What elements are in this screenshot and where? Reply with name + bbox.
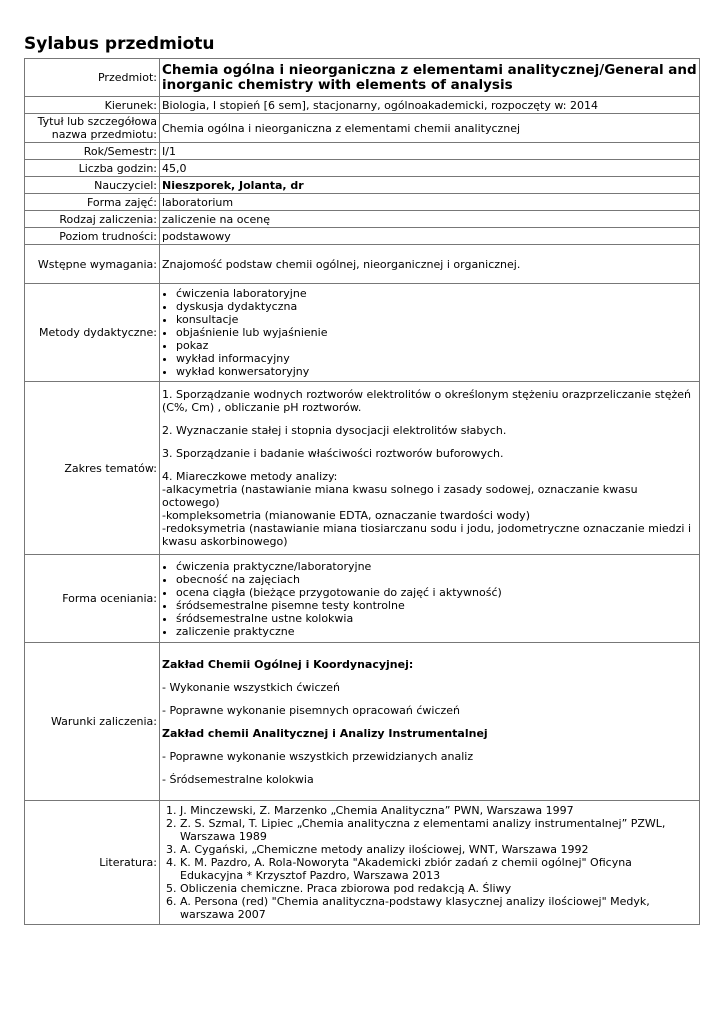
row-warunki <box>25 643 700 801</box>
row-nauczyciel <box>25 177 700 194</box>
value-tytul: Chemia ogólna i nieorganiczna z elementami chemii analitycznej <box>160 114 700 143</box>
row-literatura <box>25 801 700 925</box>
list-item: • ocena ciągła (bieżące przygotowanie do zajęć i aktywność) <box>176 586 697 599</box>
list-item: • zaliczenie praktyczne <box>176 625 697 638</box>
list-item: 1. J. Minczewski, Z. Marzenko „Chemia Analityczna” PWN, Warszawa 1997 <box>180 804 697 817</box>
list-item: • wykład konwersatoryjny <box>176 365 697 378</box>
label-poziom: Poziom trudności: <box>25 228 160 245</box>
value-wymagania: Znajomość podstaw chemii ogólnej, nieorganicznej i organicznej. <box>160 245 700 284</box>
label-rok: Rok/Semestr: <box>25 143 160 160</box>
topic-4-line: -kompleksometria (mianowanie EDTA, oznaczanie twardości wody) <box>162 509 530 522</box>
list-item: 3. A. Cygański, „Chemiczne metody analizy ilościowej, WNT, Warszawa 1992 <box>180 843 697 856</box>
topic-2: 2. Wyznaczanie stałej i stopnia dysocjacji elektrolitów słabych. <box>162 424 507 437</box>
dept-heading-1: Zakład Chemii Ogólnej i Koordynacyjnej: <box>162 657 414 671</box>
value-godziny: 45,0 <box>160 160 700 177</box>
topic-3: 3. Sporządzanie i badanie właściwości roztworów buforowych. <box>162 447 504 460</box>
row-rodzaj <box>25 211 700 228</box>
value-nauczyciel: Nieszporek, Jolanta, dr <box>160 177 700 194</box>
label-literatura: Literatura: <box>25 801 160 925</box>
value-ocenianie <box>160 555 700 643</box>
condition-item: - Poprawne wykonanie pisemnych opracowań ćwiczeń <box>162 703 461 717</box>
label-ocenianie: Forma oceniania: <box>25 555 160 643</box>
value-rok: I/1 <box>160 143 700 160</box>
condition-item: - Wykonanie wszystkich ćwiczeń <box>162 680 341 694</box>
row-godziny <box>25 160 700 177</box>
list-item: • dyskusja dydaktyczna <box>176 300 697 313</box>
value-rodzaj: zaliczenie na ocenę <box>160 211 700 228</box>
list-item: • obecność na zajęciach <box>176 573 697 586</box>
value-metody <box>160 284 700 382</box>
label-przedmiot: Przedmiot: <box>25 59 160 97</box>
list-item: • wykład informacyjny <box>176 352 697 365</box>
row-wymagania <box>25 245 700 284</box>
row-ocenianie <box>25 555 700 643</box>
label-tytul: Tytuł lub szczegółowa nazwa przedmiotu: <box>25 114 160 143</box>
literature-list <box>162 804 697 921</box>
label-zakres: Zakres tematów: <box>25 382 160 555</box>
value-literatura <box>160 801 700 925</box>
syllabus-table <box>24 58 700 925</box>
list-item: 6. A. Persona (red) "Chemia analityczna-podstawy klasycznej analizy ilościowej" Medyk, warszawa 2007 <box>180 895 697 921</box>
row-forma-zajec <box>25 194 700 211</box>
subject-title: Chemia ogólna i nieorganiczna z elementami analitycznej/General and inorganic chemistry with elements of analysis <box>162 61 697 93</box>
label-kierunek: Kierunek: <box>25 97 160 114</box>
topic-4-line: -redoksymetria (nastawianie miana tiosiarczanu sodu i jodu, jodometryczne oznaczanie miedzi i kwasu askorbinowego) <box>162 522 692 548</box>
subject-name <box>160 59 700 97</box>
value-kierunek: Biologia, I stopień [6 sem], stacjonarny, ogólnoakademicki, rozpoczęty w: 2014 <box>160 97 700 114</box>
topic-4-line: -alkacymetria (nastawianie miana kwasu solnego i zasady sodowej, oznaczanie kwasu octowego) <box>162 483 638 509</box>
condition-item: - Poprawne wykonanie wszystkich przewidzianych analiz <box>162 749 474 763</box>
label-godziny: Liczba godzin: <box>25 160 160 177</box>
label-warunki: Warunki zaliczenia: <box>25 643 160 801</box>
methods-list <box>162 287 697 378</box>
row-rok <box>25 143 700 160</box>
row-zakres <box>25 382 700 555</box>
label-rodzaj: Rodzaj zaliczenia: <box>25 211 160 228</box>
value-zakres <box>160 382 700 555</box>
list-item: • śródsemestralne pisemne testy kontrolne <box>176 599 697 612</box>
list-item: • objaśnienie lub wyjaśnienie <box>176 326 697 339</box>
row-kierunek <box>25 97 700 114</box>
row-przedmiot <box>25 59 700 97</box>
list-item: • pokaz <box>176 339 697 352</box>
page-title: Sylabus przedmiotu <box>24 34 215 54</box>
row-tytul <box>25 114 700 143</box>
label-metody: Metody dydaktyczne: <box>25 284 160 382</box>
label-wymagania: Wstępne wymagania: <box>25 245 160 284</box>
value-forma-zajec: laboratorium <box>160 194 700 211</box>
topic-4-heading: 4. Miareczkowe metody analizy: <box>162 470 338 483</box>
row-metody <box>25 284 700 382</box>
list-item: • śródsemestralne ustne kolokwia <box>176 612 697 625</box>
assessment-list <box>162 560 697 638</box>
condition-item: - Śródsemestralne kolokwia <box>162 772 314 786</box>
list-item: 2. Z. S. Szmal, T. Lipiec „Chemia analityczna z elementami analizy instrumentalnej” PZWL, Warszawa 1989 <box>180 817 697 843</box>
list-item: 4. K. M. Pazdro, A. Rola-Noworyta "Akademicki zbiór zadań z chemii ogólnej" Oficyna Edukacyjna * Krzysztof Pazdro, Warszawa 2013 <box>180 856 697 882</box>
value-poziom: podstawowy <box>160 228 700 245</box>
dept-heading-2: Zakład chemii Analitycznej i Analizy Instrumentalnej <box>162 726 488 740</box>
list-item: 5. Obliczenia chemiczne. Praca zbiorowa pod redakcją A. Śliwy <box>180 882 697 895</box>
value-warunki <box>160 643 700 801</box>
row-poziom <box>25 228 700 245</box>
label-nauczyciel: Nauczyciel: <box>25 177 160 194</box>
topic-1: 1. Sporządzanie wodnych roztworów elektrolitów o określonym stężeniu orazprzeliczanie stężeń (C%, Cm) , obliczanie pH roztworów. <box>162 388 692 414</box>
list-item: • ćwiczenia praktyczne/laboratoryjne <box>176 560 697 573</box>
list-item: • konsultacje <box>176 313 697 326</box>
list-item: • ćwiczenia laboratoryjne <box>176 287 697 300</box>
label-forma-zajec: Forma zajęć: <box>25 194 160 211</box>
